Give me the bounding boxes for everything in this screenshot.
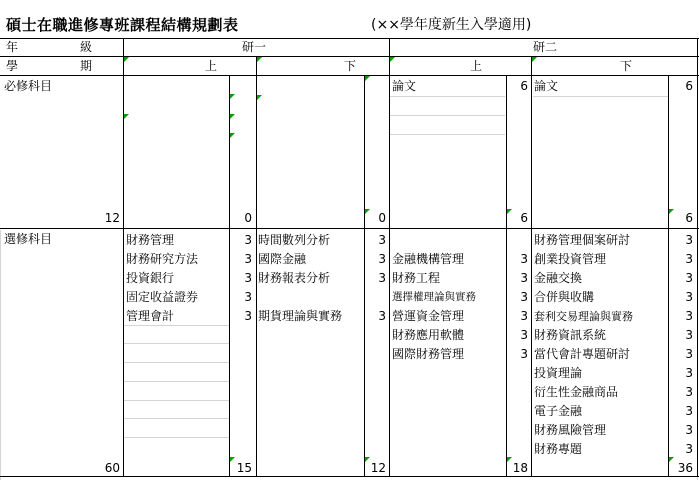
course-credit: 3: [685, 366, 693, 380]
course-name: 財務報表分析: [258, 271, 331, 285]
course-name: 管理會計: [126, 309, 175, 323]
required-total: 12: [104, 211, 120, 225]
course-name: 財務研究方法: [126, 252, 199, 266]
course-name: 選擇權理論與實務: [392, 291, 476, 303]
course-credit: 3: [520, 347, 528, 361]
course-credit: 3: [685, 385, 693, 399]
course-credit: 3: [244, 290, 252, 304]
y2-lower-thesis: 論文: [534, 79, 559, 93]
course-name: 固定收益證券: [126, 290, 199, 304]
course-name: 金融機構管理: [392, 252, 465, 266]
course-name: 財務專題: [534, 442, 583, 456]
year-label-end: 級: [80, 40, 93, 54]
y1-lower-elective-total: 12: [370, 461, 386, 475]
term-label-end: 期: [80, 59, 93, 73]
page-subtitle: (××學年度新生入學適用): [371, 17, 532, 33]
course-credit: 3: [520, 252, 528, 266]
course-name: 時間數列分析: [258, 233, 331, 247]
course-credit: 3: [520, 328, 528, 342]
course-name: 期貨理論與實務: [258, 309, 343, 323]
elective-label: 選修科目: [4, 232, 53, 246]
required-label: 必修科目: [4, 79, 53, 93]
course-credit: 3: [520, 309, 528, 323]
y1-upper-required-credits: 0: [244, 211, 252, 225]
y2-lower-required-credits: 6: [685, 211, 693, 225]
y1-lower-required-credits: 0: [378, 211, 386, 225]
term-label-start: 學: [6, 59, 19, 73]
course-credit: 3: [685, 423, 693, 437]
elective-total: 60: [104, 461, 120, 475]
course-credit: 3: [244, 271, 252, 285]
course-credit: 3: [244, 309, 252, 323]
course-name: 投資理論: [534, 366, 583, 380]
course-name: 合併與收購: [534, 290, 595, 304]
y2-upper-thesis: 論文: [392, 79, 417, 93]
y2-lower-elective-total: 36: [677, 461, 693, 475]
year2-header: 研二: [533, 40, 558, 54]
course-credit: 3: [520, 290, 528, 304]
course-credit: 3: [685, 309, 693, 323]
course-credit: 3: [685, 271, 693, 285]
course-name: 投資銀行: [126, 271, 175, 285]
y2-upper-thesis-credit: 6: [520, 79, 528, 93]
course-name: 財務資訊系統: [534, 328, 607, 342]
course-credit: 3: [685, 290, 693, 304]
course-credit: 3: [244, 233, 252, 247]
course-name: 財務管理: [126, 233, 175, 247]
course-name: 財務管理個案研討: [534, 233, 631, 247]
course-name: 電子金融: [534, 404, 583, 418]
y2-lower-header: 下: [620, 59, 633, 73]
y1-lower-header: 下: [344, 59, 357, 73]
y1-upper-elective-total: 15: [236, 461, 252, 475]
y2-lower-thesis-credit: 6: [685, 79, 693, 93]
course-credit: 3: [685, 347, 693, 361]
y2-upper-elective-total: 18: [512, 461, 528, 475]
y2-upper-header: 上: [470, 59, 483, 73]
course-credit: 3: [378, 309, 386, 323]
year-label-start: 年: [6, 40, 19, 54]
course-name: 創業投資管理: [534, 252, 607, 266]
course-credit: 3: [685, 233, 693, 247]
course-credit: 3: [685, 442, 693, 456]
page-title: 碩士在職進修專班課程結構規劃表: [6, 16, 239, 34]
course-name: 套利交易理論與實務: [534, 310, 633, 323]
course-name: 金融交換: [534, 271, 583, 285]
course-credit: 3: [520, 271, 528, 285]
course-credit: 3: [378, 252, 386, 266]
course-name: 國際金融: [258, 252, 307, 266]
course-name: 營運資金管理: [392, 309, 465, 323]
year1-header: 研一: [242, 40, 267, 54]
course-credit: 3: [378, 233, 386, 247]
course-credit: 3: [685, 404, 693, 418]
y1-upper-header: 上: [205, 59, 218, 73]
course-credit: 3: [244, 252, 252, 266]
course-name: 財務風險管理: [534, 423, 607, 437]
course-credit: 3: [685, 252, 693, 266]
course-name: 國際財務管理: [392, 347, 465, 361]
course-name: 衍生性金融商品: [534, 385, 619, 399]
y2-upper-required-credits: 6: [520, 211, 528, 225]
course-credit: 3: [378, 271, 386, 285]
course-credit: 3: [685, 328, 693, 342]
course-name: 財務應用軟體: [392, 328, 465, 342]
course-name: 當代會計專題研討: [534, 347, 631, 361]
course-name: 財務工程: [392, 271, 441, 285]
